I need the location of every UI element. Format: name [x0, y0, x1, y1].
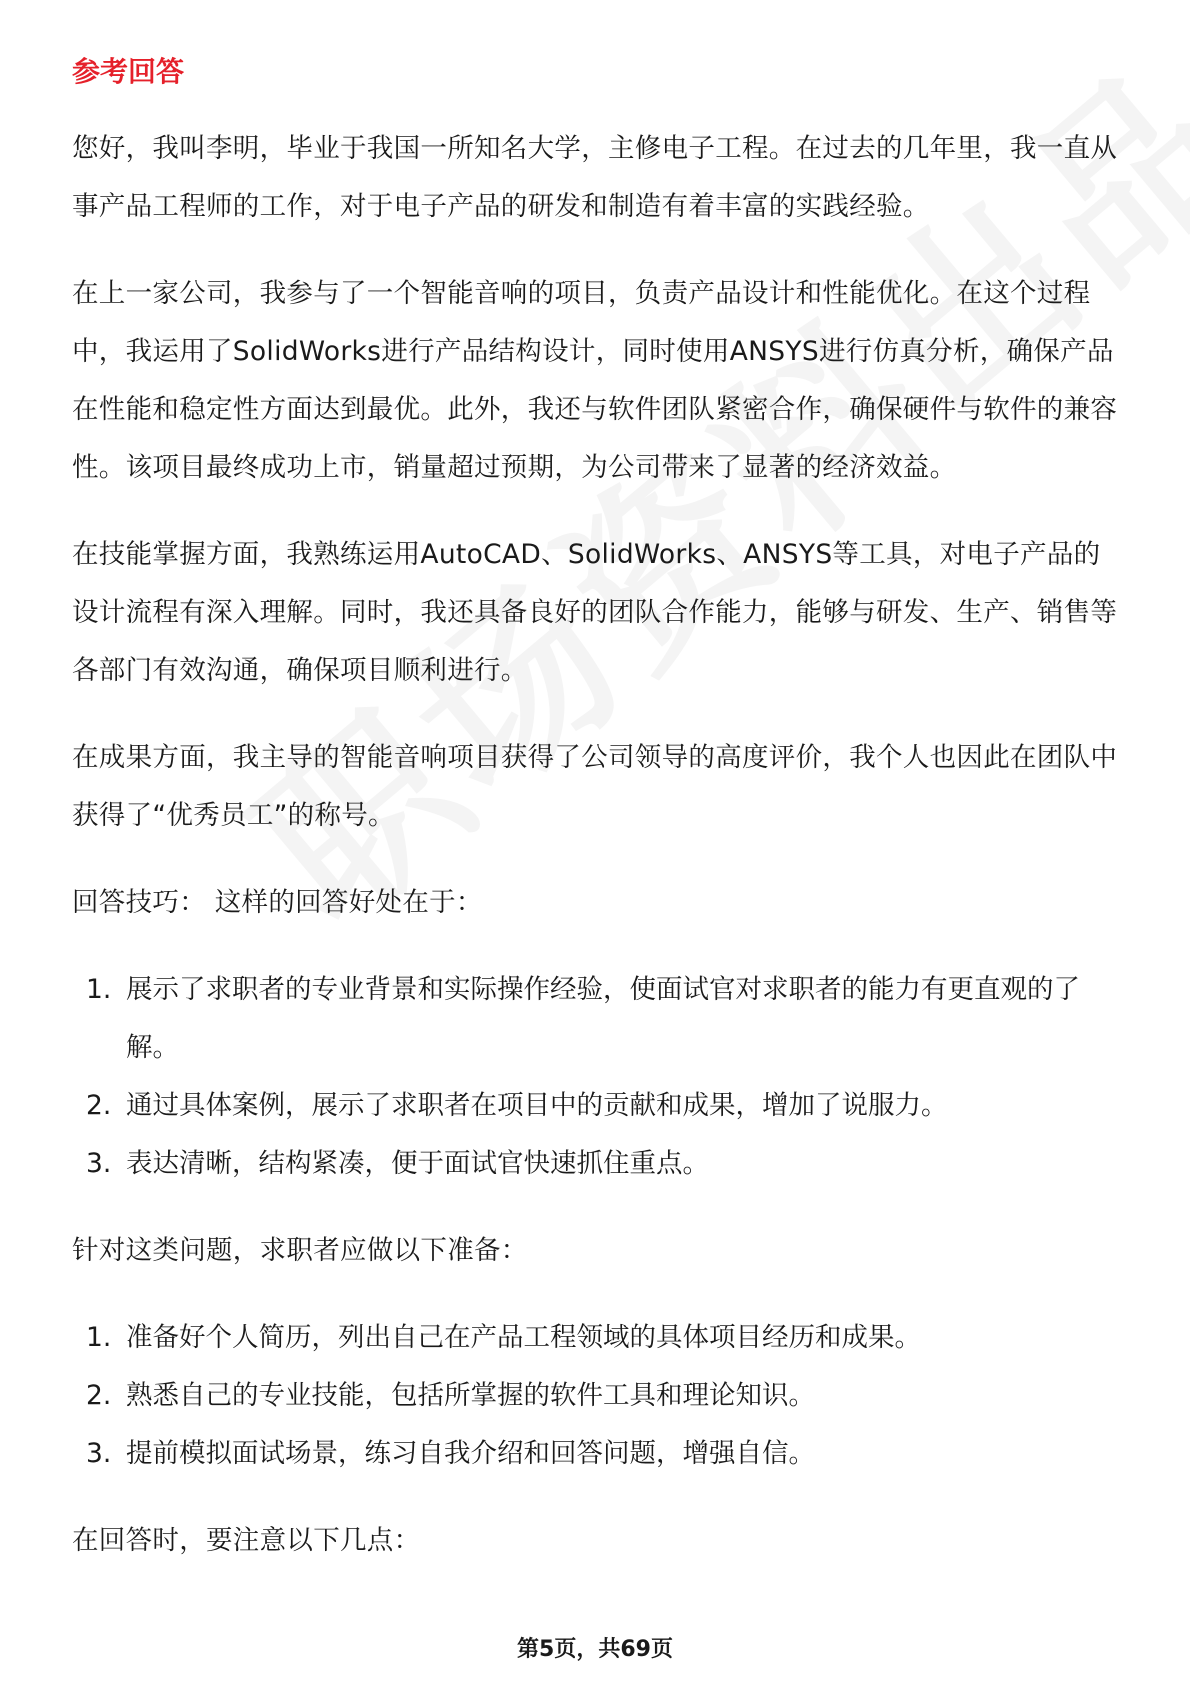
list-item-text: 准备好个人简历，列出自己在产品工程领域的具体项目经历和成果。: [126, 1322, 921, 1353]
list-number: 2.: [86, 1380, 112, 1411]
list-item-text: 通过具体案例，展示了求职者在项目中的贡献和成果，增加了说服力。: [126, 1090, 948, 1121]
paragraph-closing: 在回答时，要注意以下几点：: [72, 1525, 421, 1556]
tips-list: [72, 961, 1120, 1193]
paragraph-intro: 您好，我叫李明，毕业于我国一所知名大学，主修电子工程。在过去的几年里，我一直从事产品工程师的工作，对于电子产品的研发和制造有着丰富的实践经验。: [72, 133, 1118, 222]
list-item-text: 熟悉自己的专业技能，包括所掌握的软件工具和理论知识。: [126, 1380, 815, 1411]
list-number: 1.: [86, 974, 112, 1005]
paragraph-skills: 在技能掌握方面，我熟练运用AutoCAD、SolidWorks、ANSYS等工具，对电子产品的设计流程有深入理解。同时，我还具备良好的团队合作能力，能够与研发、生产、销售等各部门有效沟通，确保项目顺利进行。: [72, 539, 1118, 686]
list-item-text: 展示了求职者的专业背景和实际操作经验，使面试官对求职者的能力有更直观的了解。: [126, 974, 1080, 1063]
list-number: 3.: [86, 1148, 112, 1179]
paragraph-achievements: 在成果方面，我主导的智能音响项目获得了公司领导的高度评价，我个人也因此在团队中获得了“优秀员工”的称号。: [72, 742, 1118, 831]
list-item: [72, 1077, 1120, 1135]
section-heading: 参考回答: [72, 55, 185, 88]
paragraph-prep-intro: 针对这类问题，求职者应做以下准备：: [72, 1235, 528, 1266]
list-item-text: 表达清晰，结构紧凑，便于面试官快速抓住重点。: [126, 1148, 709, 1179]
prep-list: [72, 1309, 1120, 1483]
list-item: [72, 961, 1120, 1077]
list-item: [72, 1367, 1120, 1425]
list-item: [72, 1135, 1120, 1193]
page-footer: 第5页，共69页: [517, 1637, 673, 1662]
list-number: 1.: [86, 1322, 112, 1353]
list-number: 3.: [86, 1438, 112, 1469]
paragraph-project: 在上一家公司，我参与了一个智能音响的项目，负责产品设计和性能优化。在这个过程中，我运用了SolidWorks进行产品结构设计，同时使用ANSYS进行仿真分析，确保产品在性能和稳定性方面达到最优。此外，我还与软件团队紧密合作，确保硬件与软件的兼容性。该项目最终成功上市，销量超过预期，为公司带来了显著的经济效益。: [72, 278, 1118, 483]
list-item: [72, 1425, 1120, 1483]
document-body: [72, 48, 1120, 1599]
list-item-text: 提前模拟面试场景，练习自我介绍和回答问题，增强自信。: [126, 1438, 815, 1469]
paragraph-tips-intro: 回答技巧： 这样的回答好处在于：: [72, 887, 483, 918]
list-item: [72, 1309, 1120, 1367]
list-number: 2.: [86, 1090, 112, 1121]
